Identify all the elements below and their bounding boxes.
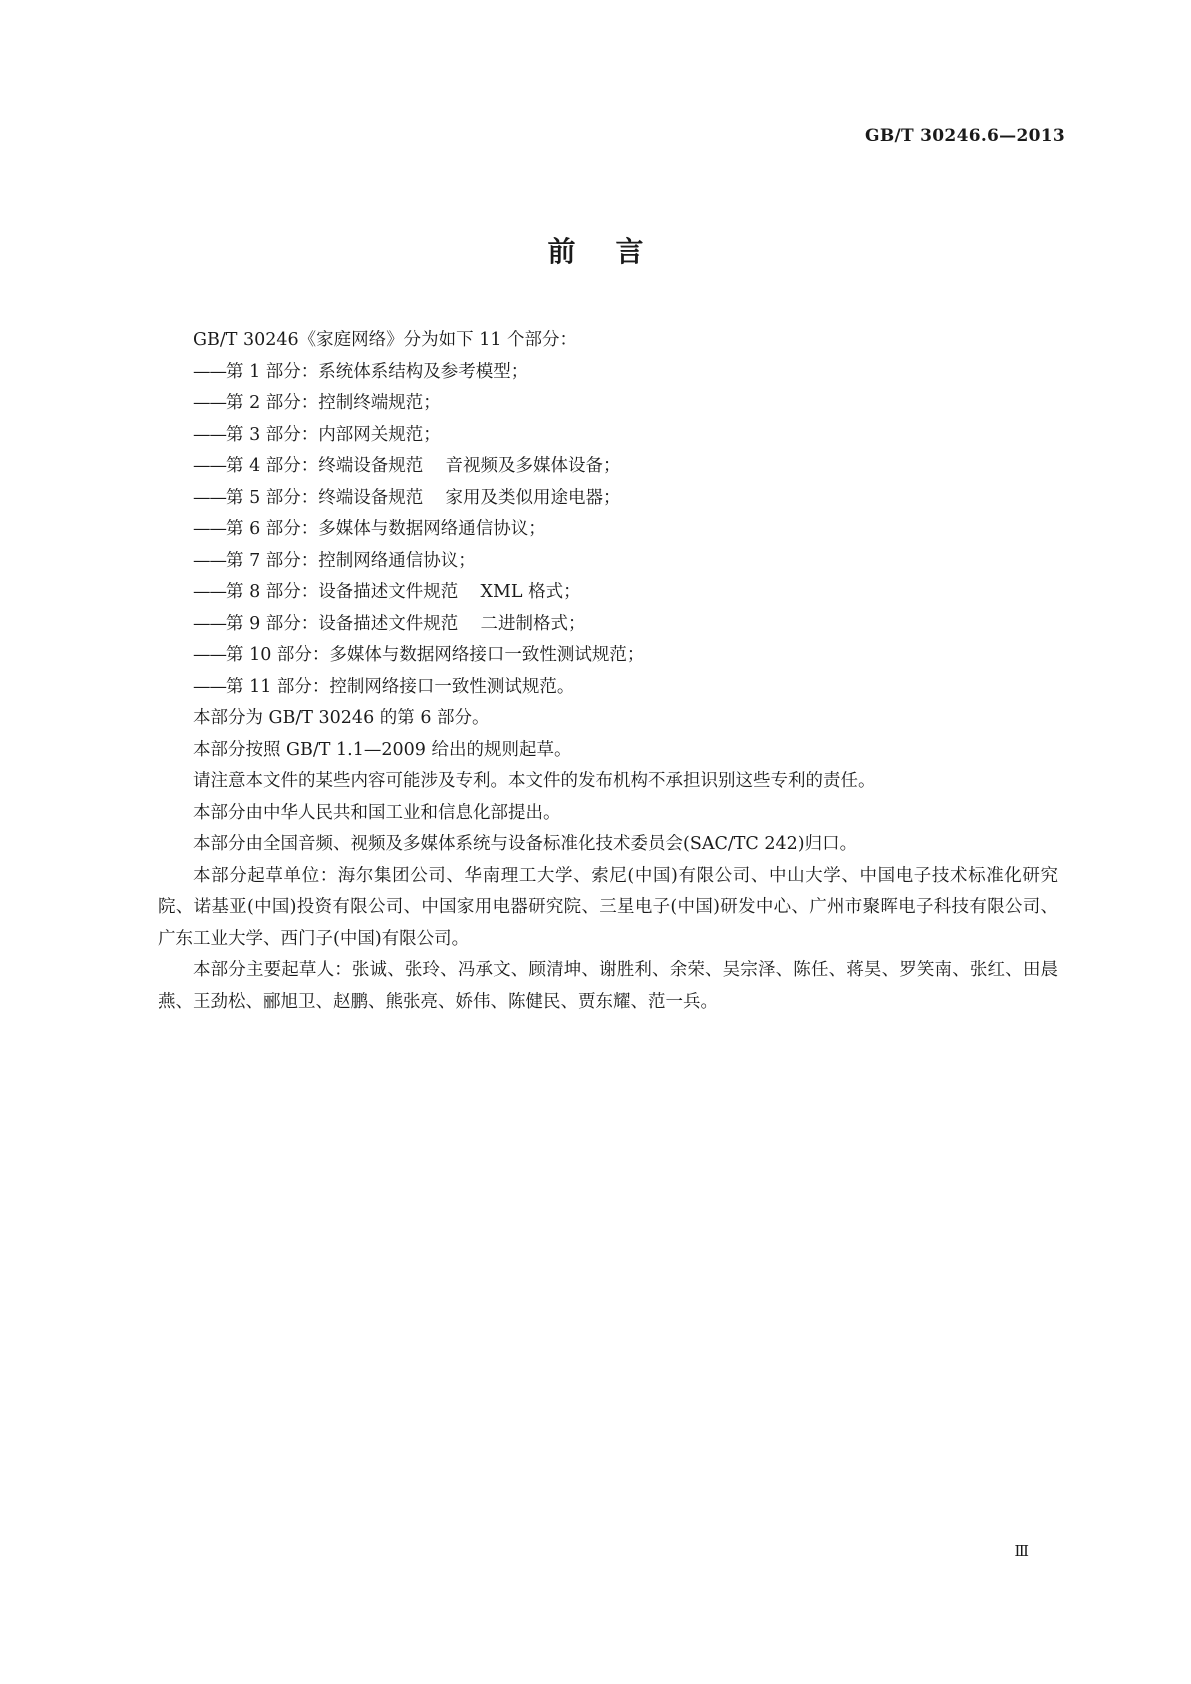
list-item-text: 第 8 部分：设备描述文件规范 XML 格式； (226, 582, 581, 602)
body-paragraph: 本部分由中华人民共和国工业和信息化部提出。 (193, 802, 561, 823)
list-item (158, 546, 1058, 578)
dash-marker: —— (193, 613, 226, 634)
parts-list (158, 357, 1058, 704)
list-item-text: 第 5 部分：终端设备规范 家用及类似用途电器； (226, 487, 621, 508)
page-title: 前言 (547, 235, 684, 268)
dash-marker: —— (193, 676, 226, 697)
body-paragraph: 请注意本文件的某些内容可能涉及专利。本文件的发布机构不承担识别这些专利的责任。 (193, 771, 876, 791)
body-paragraph: 本部分为 GB/T 30246 的第 6 部分。 (193, 708, 490, 728)
list-item-text: 第 3 部分：内部网关规范； (226, 424, 441, 445)
dash-marker: —— (193, 393, 226, 413)
list-item (158, 388, 1058, 420)
body-paragraph: 本部分由全国音频、视频及多媒体系统与设备标准化技术委员会(SAC/TC 242)归口。 (193, 834, 858, 854)
dash-marker: —— (193, 456, 226, 476)
intro-paragraph: GB/T 30246《家庭网络》分为如下 11 个部分： (193, 330, 578, 350)
list-item (158, 420, 1058, 452)
list-item-text: 第 4 部分：终端设备规范 音视频及多媒体设备； (226, 456, 621, 476)
list-item-text: 第 7 部分：控制网络通信协议； (226, 550, 476, 571)
list-item (158, 609, 1058, 641)
list-item (158, 640, 1058, 672)
document-body (158, 325, 1058, 1018)
dash-marker: —— (193, 519, 226, 539)
dash-marker: —— (193, 645, 226, 665)
list-item-text: 第 9 部分：设备描述文件规范 二进制格式； (226, 613, 586, 634)
dash-marker: —— (193, 487, 226, 508)
drafters-paragraph: 本部分主要起草人：张诚、张玲、冯承文、顾清坤、谢胜利、余荣、吴宗泽、陈任、蒋昊、罗笑南、张红、田晨燕、王劲松、郦旭卫、赵鹏、熊张亮、娇伟、陈健民、贾东耀、范一兵。 (158, 960, 1058, 1012)
list-item (158, 514, 1058, 546)
dash-marker: —— (193, 550, 226, 571)
page-number: Ⅲ (1014, 1542, 1029, 1560)
body-paragraph: 本部分按照 GB/T 1.1—2009 给出的规则起草。 (193, 739, 572, 760)
list-item (158, 451, 1058, 483)
dash-marker: —— (193, 582, 226, 602)
list-item (158, 483, 1058, 515)
standard-code: GB/T 30246.6—2013 (865, 126, 1065, 146)
list-item (158, 357, 1058, 389)
dash-marker: —— (193, 424, 226, 445)
list-item (158, 672, 1058, 704)
list-item-text: 第 1 部分：系统体系结构及参考模型； (226, 361, 529, 382)
list-item-text: 第 2 部分：控制终端规范； (226, 393, 441, 413)
list-item (158, 577, 1058, 609)
drafting-units-paragraph: 本部分起草单位：海尔集团公司、华南理工大学、索尼(中国)有限公司、中山大学、中国电子技术标准化研究院、诺基亚(中国)投资有限公司、中国家用电器研究院、三星电子(中国)研发中心、广州市聚晖电子科技有限公司、广东工业大学、西门子(中国)有限公司。 (158, 865, 1058, 949)
list-item-text: 第 11 部分：控制网络接口一致性测试规范。 (226, 676, 575, 697)
list-item-text: 第 6 部分：多媒体与数据网络通信协议； (226, 519, 546, 539)
list-item-text: 第 10 部分：多媒体与数据网络接口一致性测试规范； (226, 645, 645, 665)
dash-marker: —— (193, 361, 226, 382)
